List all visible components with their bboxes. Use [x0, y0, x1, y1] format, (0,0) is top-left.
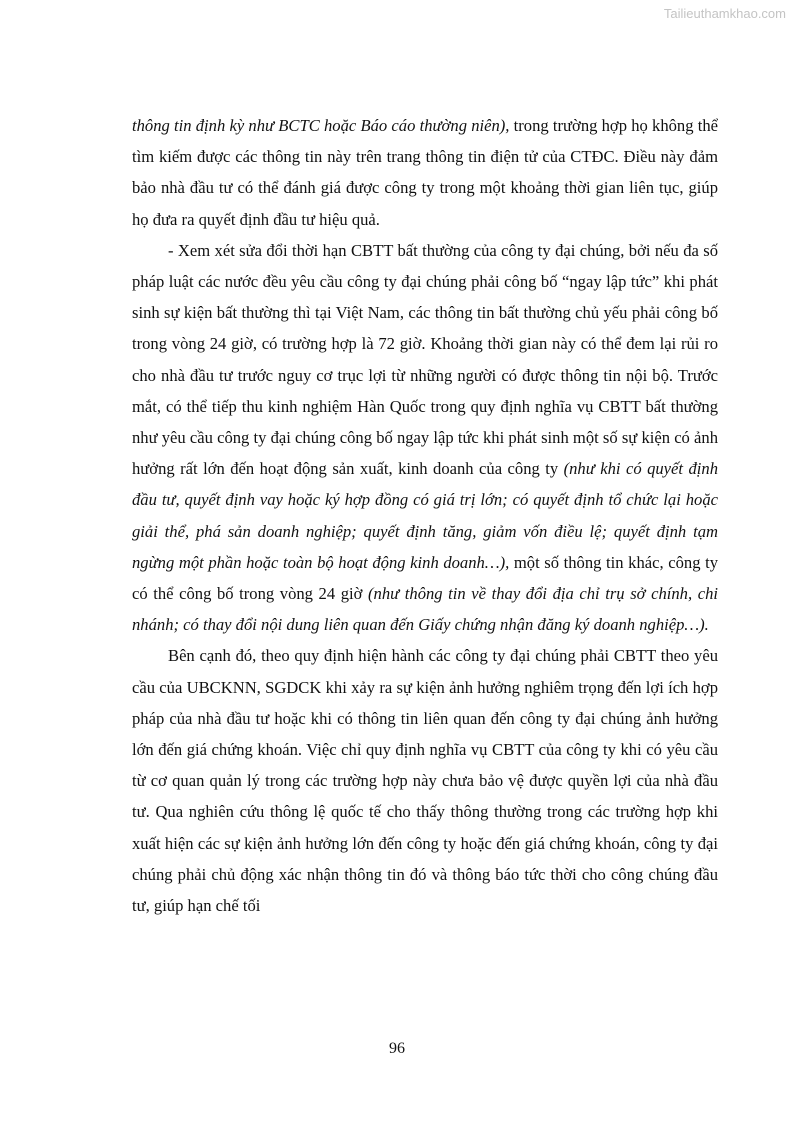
text-segment: một số thông tin khác, công ty có thể công bố trong vòng 24 giờ	[132, 552, 718, 604]
paragraph-disclosure-deadline	[132, 235, 718, 641]
text-segment-italic: thông tin định kỳ như BCTC hoặc Báo cáo thường niên),	[132, 116, 510, 135]
page-number: 96	[389, 1040, 405, 1057]
document-body	[132, 110, 718, 921]
text-segment-italic: (như khi có quyết định đầu tư, quyết định vay hoặc ký hợp đồng có giá trị lớn; có quyết định tổ chức lại hoặc giải thể, phá sản doanh nghiệp; quyết định tăng, giảm vốn điều lệ; quyết định tạm ngừng một phần hoặc toàn bộ hoạt động kinh doanh…),	[132, 459, 718, 572]
watermark: Tailieuthamkhao.com	[663, 6, 786, 21]
paragraph-continuation	[132, 110, 718, 235]
text-segment: Bên cạnh đó, theo quy định hiện hành các công ty đại chúng phải CBTT theo yêu cầu của UBCKNN, SGDCK khi xảy ra sự kiện ảnh hưởng nghiêm trọng đến lợi ích hợp pháp của nhà đầu tư hoặc khi có thông tin liên quan đến công ty đại chúng ảnh hưởng lớn đến giá chứng khoán. Việc chỉ quy định nghĩa vụ CBTT của công ty khi có yêu cầu từ cơ quan quản lý trong các trường hợp này chưa bảo vệ được quyền lợi của nhà đầu tư. Qua nghiên cứu thông lệ quốc tế cho thấy thông thường trong các trường hợp khi xuất hiện các sự kiện ảnh hưởng lớn đến công ty hoặc đến giá chứng khoán, công ty đại chúng phải chủ động xác nhận thông tin đó và thông báo tức thời cho công chúng đầu tư, giúp hạn chế tối	[132, 646, 718, 916]
text-segment-italic: (như thông tin về thay đổi địa chỉ trụ sở chính, chi nhánh; có thay đổi nội dung liên quan đến Giấy chứng nhận đăng ký doanh nghiệp…).	[132, 584, 718, 635]
text-segment: trong trường hợp họ không thể tìm kiếm được các thông tin này trên trang thông tin điện tử của CTĐC. Điều này đảm bảo nhà đầu tư có thể đánh giá được công ty trong một khoảng thời gian liên tục, giúp họ đưa ra quyết định đầu tư hiệu quả.	[132, 116, 718, 229]
paragraph-current-regulation	[132, 640, 718, 921]
text-segment: - Xem xét sửa đổi thời hạn CBTT bất thường của công ty đại chúng, bởi nếu đa số pháp luật các nước đều yêu cầu công ty đại chúng phải công bố “ngay lập tức” khi phát sinh sự kiện bất thường thì tại Việt Nam, các thông tin bất thường chủ yếu phải công bố trong vòng 24 giờ, có trường hợp là 72 giờ. Khoảng thời gian này có thể đem lại rủi ro cho nhà đầu tư trước nguy cơ trục lợi từ những người có được thông tin nội bộ. Trước mắt, có thể tiếp thu kinh nghiệm Hàn Quốc trong quy định nghĩa vụ CBTT bất thường như yêu cầu công ty đại chúng công bố ngay lập tức khi phát sinh một số sự kiện có ảnh hưởng rất lớn đến hoạt động sản xuất, kinh doanh của công ty	[132, 240, 718, 479]
